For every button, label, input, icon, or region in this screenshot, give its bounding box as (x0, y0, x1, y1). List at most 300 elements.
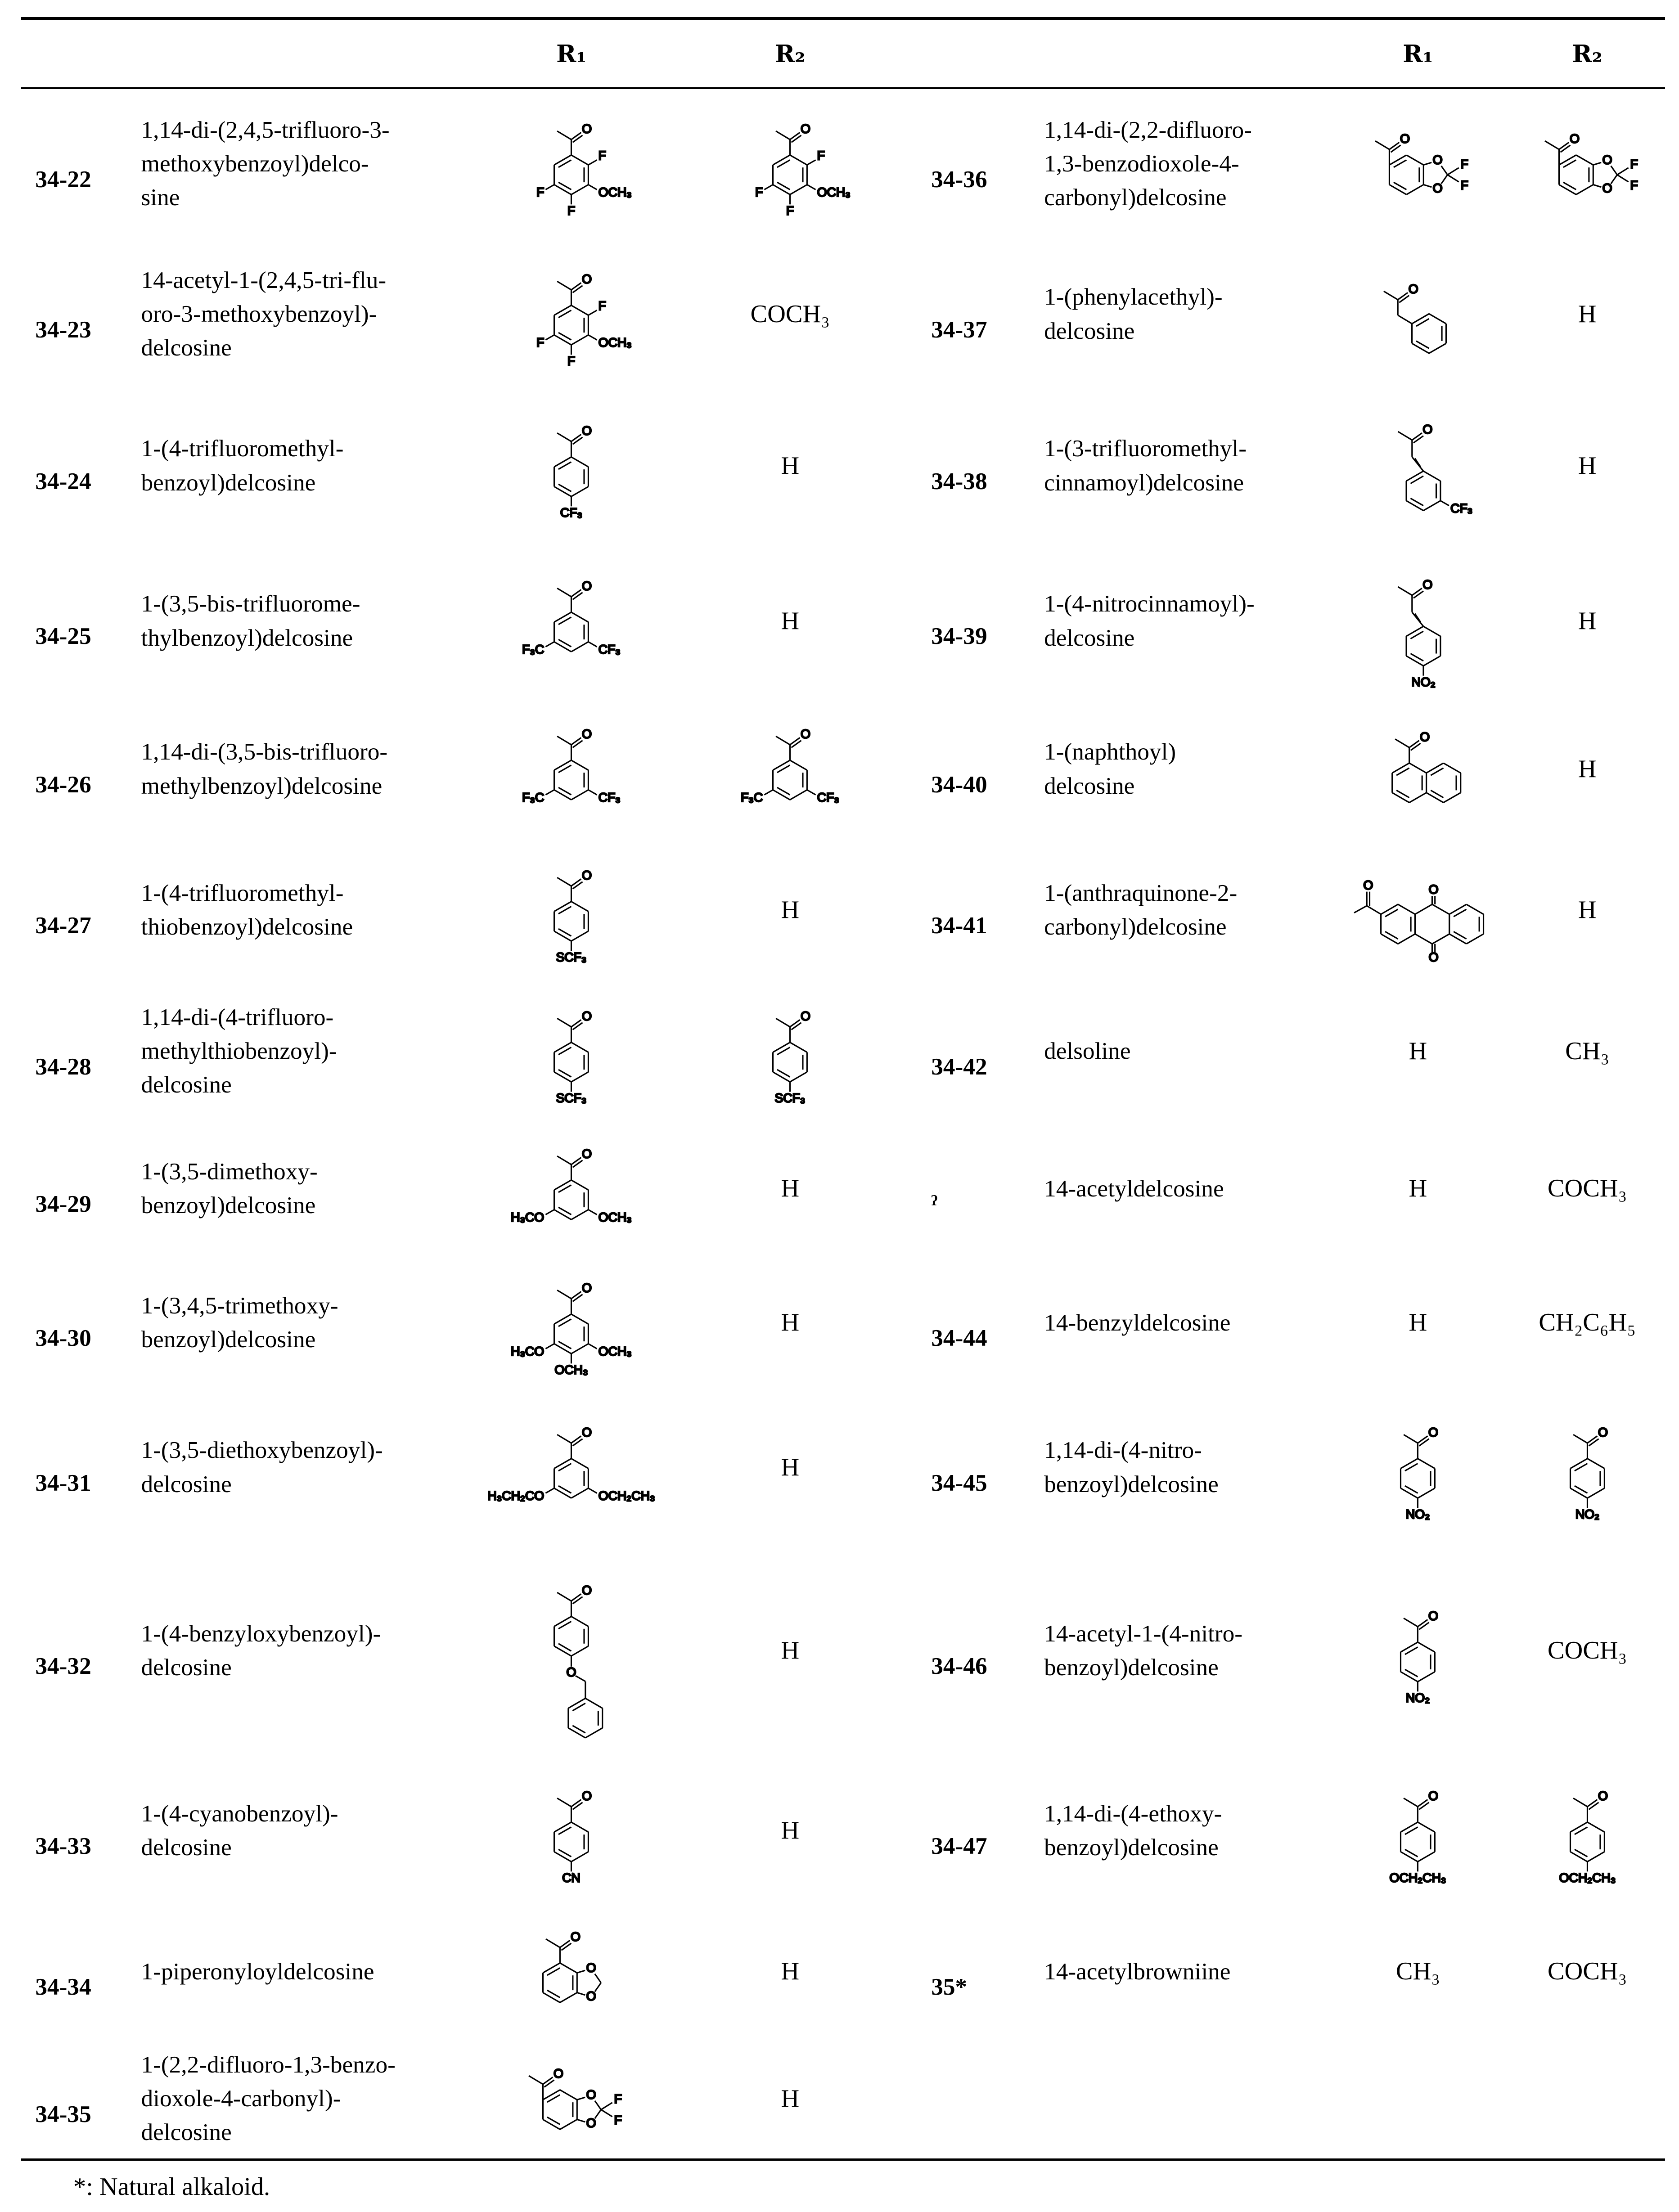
atom-label: F (567, 203, 576, 218)
bond (546, 1209, 554, 1214)
table-row (35, 388, 1679, 543)
bond (601, 2103, 612, 2110)
bond (1589, 1439, 1598, 1446)
atom-label: O (1428, 1788, 1439, 1803)
atom-label: CF₃ (817, 790, 840, 805)
bond (589, 1344, 597, 1349)
bond (1407, 471, 1424, 481)
bond (554, 306, 572, 315)
bond (1404, 1618, 1418, 1627)
r2-cell: H (781, 607, 800, 635)
bond (1418, 1642, 1435, 1652)
bond (1573, 1798, 1587, 1807)
header-r2: R₂ (774, 39, 806, 68)
r1-cell (494, 564, 649, 677)
bond (573, 593, 583, 600)
bond (1573, 1435, 1587, 1443)
bond (601, 2110, 612, 2117)
r1-cell (494, 1266, 649, 1379)
bond (572, 133, 581, 140)
table-row (35, 543, 1679, 698)
bond (554, 1209, 572, 1219)
atom-label: SCF₃ (556, 949, 587, 964)
atom-label: CN (562, 1870, 581, 1884)
bond (1401, 1488, 1418, 1498)
bond (807, 160, 816, 165)
bond (773, 185, 790, 195)
atom-label: CF₃ (1450, 501, 1473, 516)
bond (554, 612, 572, 622)
bond (792, 741, 801, 748)
compound-name: 1-piperonyloyldelcosine (141, 1958, 374, 1985)
r2-cell: H (781, 1637, 800, 1665)
bond (1418, 1619, 1428, 1627)
atom-label: O (801, 121, 811, 136)
atom-label: OCH₃ (598, 335, 632, 350)
benzoyl-structure (487, 1411, 655, 1524)
r2-cell: H (1578, 300, 1597, 328)
table-row (35, 1905, 1679, 2039)
bond (589, 1488, 597, 1493)
bond (1419, 1439, 1429, 1446)
table-row (35, 1545, 1679, 1756)
bond (1444, 793, 1461, 803)
bond (554, 901, 572, 911)
compound-name: 1-(4-benzyloxybenzoyl)- delcosine (141, 1620, 381, 1681)
bond (1427, 793, 1444, 803)
bond (557, 433, 571, 442)
compound-name: 1,14-di-(2,4,5-trifluoro-3- methoxybenzoyl)delco- sine (141, 116, 390, 211)
bond (1449, 934, 1467, 944)
bond (1381, 934, 1398, 944)
r1-cell (1340, 1774, 1495, 1887)
bond (1398, 934, 1415, 944)
bond (573, 1597, 583, 1604)
table-row (35, 839, 1679, 980)
r2-cell: H (781, 1816, 800, 1844)
bond (546, 1488, 554, 1493)
bond (1407, 155, 1424, 165)
r2-cell: CH₂C₆H₅ (1539, 1308, 1636, 1337)
bond (1407, 185, 1424, 195)
compound-id: 34-28 (35, 1053, 91, 1080)
bond (557, 1798, 571, 1807)
atom-label: O (554, 2066, 564, 2081)
compound-id: 34-29 (35, 1191, 91, 1218)
bond (572, 1180, 589, 1190)
benzodioxole-structure (1510, 107, 1665, 220)
table-header (35, 20, 1679, 87)
bond (1391, 145, 1401, 153)
bond (1407, 656, 1424, 666)
bond (572, 738, 581, 745)
r1-cell (1340, 543, 1495, 698)
benzoyl-structure (1510, 1411, 1665, 1524)
atom-label: OCH₃ (598, 1344, 632, 1358)
bond (543, 2077, 553, 2085)
bond (572, 931, 589, 941)
bond (1419, 1802, 1429, 1809)
bond (554, 1072, 572, 1082)
bond (1412, 433, 1422, 441)
bond (1390, 185, 1407, 195)
bond (1390, 155, 1407, 165)
bond (589, 642, 597, 647)
bond (1467, 934, 1484, 944)
atom-label: F (536, 335, 545, 350)
bond (554, 1646, 572, 1656)
bond (1440, 501, 1449, 506)
r1-cell (1340, 257, 1495, 370)
atom-label: O (1409, 281, 1419, 296)
compound-name: 1,14-di-(2,2-difluoro- 1,3-benzodioxole-4- carbonyl)delcosine (1044, 116, 1252, 211)
bond (1587, 1822, 1604, 1832)
atom-label: OCH₃ (554, 1362, 588, 1377)
bond (1407, 501, 1424, 511)
bond (573, 437, 583, 445)
r1-cell (1340, 1411, 1495, 1524)
r2-cell (1495, 1411, 1679, 1524)
benzoyl-structure (712, 107, 868, 220)
bond (545, 2080, 554, 2087)
bond (1617, 168, 1628, 175)
bond (572, 590, 581, 597)
r2-cell (1495, 107, 1679, 220)
table-row (35, 2038, 1679, 2158)
atom-label: F (1461, 178, 1469, 193)
bond (1587, 1799, 1597, 1807)
r1-cell (1340, 1594, 1495, 1707)
compound-id: 34-42 (931, 1053, 987, 1080)
bond (1429, 314, 1446, 324)
r1-cell (494, 2042, 649, 2155)
bond (560, 2090, 577, 2100)
bond (1409, 763, 1427, 773)
r1-cell (1340, 854, 1495, 967)
benzoyl-structure (494, 994, 649, 1107)
benzoyl-structure (1340, 1411, 1495, 1524)
compound-name: 1,14-di-(3,5-bis-trifluoro- methylbenzoyl)delcosine (141, 738, 388, 799)
compound-id: 34-30 (35, 1325, 91, 1352)
bond (573, 1802, 583, 1809)
bond (572, 879, 581, 886)
bond (1576, 185, 1593, 195)
compound-name: 1-(4-trifluoromethyl- benzoyl)delcosine (141, 435, 344, 496)
atom-label: O (571, 1929, 581, 1944)
table-row (35, 1121, 1679, 1255)
bond (1449, 904, 1467, 914)
atom-label: O (1400, 131, 1410, 146)
bond (576, 1676, 585, 1682)
header-r2: R₂ (1572, 39, 1602, 68)
bond (1414, 591, 1424, 598)
bond (1390, 143, 1400, 150)
bond (543, 1992, 560, 2002)
compound-name: 1-(3,5-bis-trifluorome- thylbenzoyl)delcosine (141, 590, 360, 651)
table-row (35, 1756, 1679, 1904)
compound-name: 1,14-di-(4-nitro- benzoyl)delcosine (1044, 1437, 1219, 1497)
bond (572, 1799, 581, 1807)
bond (1412, 588, 1422, 595)
bond (568, 1728, 585, 1738)
bond (572, 435, 581, 442)
atom-label: O (582, 868, 592, 882)
compound-name: 1,14-di-(4-ethoxy- benzoyl)delcosine (1044, 1800, 1222, 1861)
bond (572, 1617, 589, 1627)
bond (572, 1594, 581, 1601)
bond (572, 335, 589, 345)
bond (554, 457, 572, 467)
bond (1401, 1852, 1418, 1861)
atom-label: F (567, 353, 576, 368)
bond (1587, 1852, 1604, 1861)
benzoyl-structure (712, 712, 868, 825)
r1-cell (494, 409, 649, 522)
r2-cell (649, 712, 931, 825)
compound-id: 34-40 (931, 771, 987, 798)
r2-cell: H (781, 1308, 800, 1337)
bond (1398, 904, 1415, 914)
bond (1401, 1459, 1418, 1469)
compound-id: 34-44 (931, 1325, 987, 1352)
atom-label: OCH₂CH₃ (598, 1488, 655, 1503)
bond (572, 457, 589, 467)
atom-label: O (582, 1788, 592, 1803)
benzoyl-structure (494, 712, 649, 825)
benzoyl-structure (494, 564, 649, 677)
atom-label: O (1420, 729, 1430, 744)
bond (773, 760, 790, 770)
bond (1570, 1822, 1587, 1832)
bond (776, 1019, 790, 1027)
bond (572, 487, 589, 497)
bond (807, 185, 816, 190)
compound-name: delsoline (1044, 1038, 1131, 1065)
benzyloxy-structure (494, 1559, 649, 1742)
bond (543, 2120, 560, 2130)
bond (1418, 1822, 1435, 1832)
bond (560, 2120, 577, 2130)
compound-id: 34-33 (35, 1832, 91, 1859)
bond (554, 760, 572, 770)
bond (572, 1020, 581, 1027)
table-row (35, 1389, 1679, 1545)
bond (557, 1019, 571, 1027)
bond (1398, 315, 1412, 324)
bond (790, 155, 807, 165)
bond (1587, 1459, 1604, 1469)
r2-cell: H (781, 2084, 800, 2113)
compound-name: 1-(3-trifluoromethyl- cinnamoyl)delcosine (1044, 435, 1247, 496)
bond (1559, 185, 1576, 195)
bond (1467, 904, 1484, 914)
atom-label: NO₂ (1411, 674, 1436, 689)
bond (1412, 612, 1423, 626)
bond (1412, 457, 1423, 471)
atom-label: O (582, 121, 592, 136)
bond (1401, 1642, 1418, 1652)
compound-id: 34-36 (931, 166, 987, 193)
atom-label: O (582, 1146, 592, 1161)
bond (1392, 793, 1409, 803)
compound-name: 14-acetyldelcosine (1044, 1175, 1224, 1202)
benzodioxole-structure (1340, 107, 1495, 220)
compound-name: 1-(anthraquinone-2- carbonyl)delcosine (1044, 879, 1238, 940)
r1-cell: CH₃ (1395, 1957, 1440, 1986)
bond (554, 1852, 572, 1861)
bond (554, 185, 572, 195)
atom-label: CF₃ (560, 505, 583, 520)
atom-label: F (1630, 178, 1638, 193)
atom-label: F₃C (741, 790, 763, 805)
bond (1587, 1436, 1597, 1443)
atom-label: O (1428, 1608, 1439, 1623)
bond (1570, 1852, 1587, 1861)
bond (1559, 143, 1569, 150)
bond (573, 1295, 583, 1302)
bond (1384, 291, 1398, 300)
bond (1432, 934, 1449, 944)
r1-cell (494, 994, 649, 1107)
bond (554, 335, 572, 345)
compound-name: 14-benzyldelcosine (1044, 1309, 1231, 1336)
r1-cell (494, 1559, 649, 1742)
benzoyl-structure (494, 854, 649, 967)
atom-label: O (1428, 1425, 1439, 1439)
bond (773, 155, 790, 165)
bond (557, 1156, 571, 1164)
r2-cell: H (781, 1453, 800, 1481)
bond (1444, 763, 1461, 773)
atom-label: O (582, 1008, 592, 1023)
bond (572, 1291, 581, 1299)
atom-label: CF₃ (598, 642, 621, 656)
bond (572, 1043, 589, 1052)
compound-id: 34-45 (931, 1469, 987, 1496)
r1-cell (494, 854, 649, 967)
compound-name: 1-(4-trifluoromethyl- thiobenzoyl)delcosine (141, 879, 353, 940)
atom-label: O (1569, 131, 1580, 146)
bond (1587, 1488, 1604, 1498)
bond (554, 487, 572, 497)
compound-name: 14-acetyl-1-(2,4,5-tri-flu- oro-3-methoxybenzoyl)- delcosine (141, 266, 387, 361)
r2-cell: H (1578, 896, 1597, 924)
atom-label: F (614, 2113, 622, 2127)
compound-name: 1-(3,5-dimethoxy- benzoyl)delcosine (141, 1158, 318, 1219)
benzoyl-structure (494, 1774, 649, 1887)
benzoyl-structure (494, 1132, 649, 1245)
bond (585, 1728, 603, 1738)
compound-id: 34-39 (931, 623, 987, 650)
atom-label: CF₃ (598, 790, 621, 805)
r2-cell: H (1578, 451, 1597, 480)
compound-name: 1-(2,2-difluoro-1,3-benzo- dioxole-4-carbonyl)- delcosine (141, 2051, 396, 2146)
bond (572, 1488, 589, 1498)
r2-cell (649, 994, 931, 1107)
atom-label: OCH₃ (598, 184, 632, 199)
bond (1407, 626, 1424, 636)
bond (1423, 501, 1440, 511)
bond (546, 1939, 560, 1947)
bond (1401, 1672, 1418, 1681)
piperonyl-structure (494, 1915, 649, 2028)
bond (1404, 1798, 1418, 1807)
compound-name: 1-(phenylacethyl)- delcosine (1044, 283, 1223, 344)
bond (792, 1023, 801, 1030)
bond (572, 1314, 589, 1324)
bond (554, 1459, 572, 1469)
bond (554, 1617, 572, 1627)
atom-label: O (586, 2115, 596, 2130)
atom-label: O (1433, 180, 1443, 195)
atom-label: O (1363, 877, 1373, 892)
bond (573, 1439, 583, 1446)
r2-cell: H (1578, 755, 1597, 783)
bond (557, 1593, 571, 1601)
bond (1545, 141, 1559, 150)
bond (573, 135, 583, 143)
compound-id: 34-41 (931, 912, 987, 939)
table-row (35, 1255, 1679, 1389)
naphthoyl-structure (1340, 712, 1495, 825)
bond (572, 760, 589, 770)
bond (1376, 141, 1390, 150)
atom-label: O (1429, 881, 1439, 896)
compound-name: 1-(naphthoyl) delcosine (1044, 738, 1176, 799)
benzoyl-structure (494, 409, 649, 522)
atom-label: O (582, 271, 592, 286)
atom-label: O (1429, 949, 1439, 964)
bond (572, 1436, 581, 1443)
atom-label: H₃CH₂CO (487, 1488, 545, 1503)
bond (1415, 904, 1432, 914)
atom-label: O (582, 1280, 592, 1295)
bond (554, 1043, 572, 1052)
atom-label: OCH₃ (817, 184, 851, 199)
bond (1381, 904, 1398, 914)
r2-cell (649, 107, 931, 220)
bond (1559, 155, 1576, 165)
bond (572, 1852, 589, 1861)
bond (572, 612, 589, 622)
bond (572, 901, 589, 911)
atom-label: O (582, 1583, 592, 1597)
bond (790, 133, 800, 140)
bond (554, 1822, 572, 1832)
r1-cell (494, 257, 649, 370)
r2-cell: COCH₃ (1547, 1637, 1627, 1665)
atom-label: F (614, 2091, 622, 2106)
atom-label: O (582, 1425, 592, 1439)
r2-cell: H (781, 896, 800, 924)
compound-id: 35* (931, 1974, 968, 2001)
bond (1401, 1822, 1418, 1832)
bond (572, 1344, 589, 1353)
atom-label: OCH₂CH₃ (1559, 1870, 1616, 1884)
compound-name: 1-(3,5-diethoxybenzoyl)- delcosine (141, 1437, 383, 1497)
atom-label: F (786, 203, 794, 218)
bond (568, 1699, 585, 1708)
compound-name: 1-(4-nitrocinnamoyl)- delcosine (1044, 590, 1255, 651)
atom-label: O (1598, 1788, 1608, 1803)
bond (589, 1209, 597, 1214)
atom-label: NO₂ (1406, 1506, 1430, 1521)
compound-id: 34-26 (35, 771, 91, 798)
bond (572, 1157, 581, 1164)
bond (1418, 1488, 1435, 1498)
bond (790, 1072, 807, 1082)
atom-label: NO₂ (1575, 1506, 1599, 1521)
